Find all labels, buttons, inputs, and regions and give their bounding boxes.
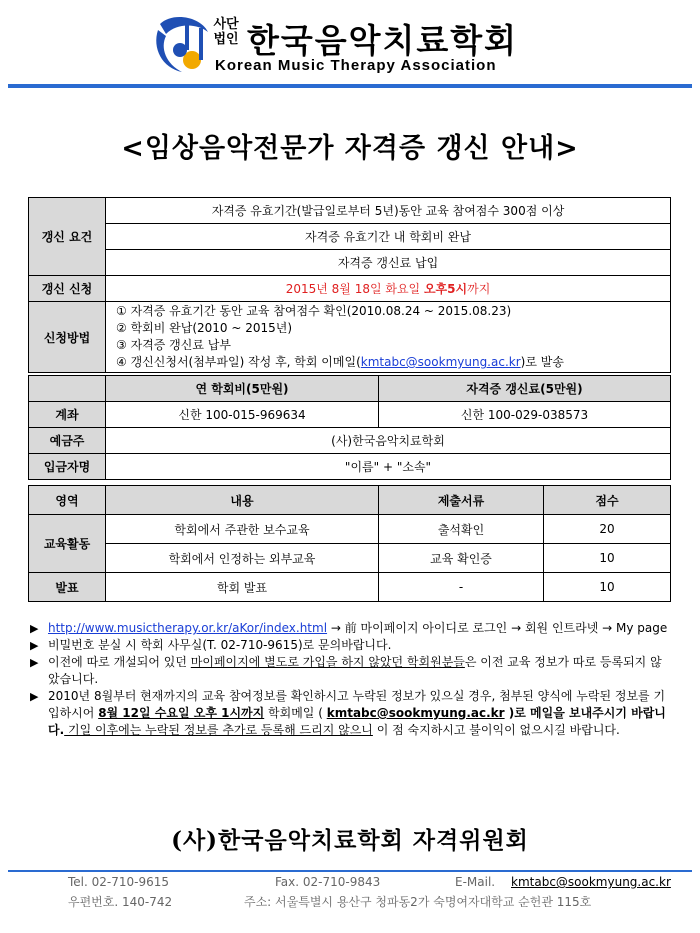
apply-date: 2015년 8월 18일 화요일 <box>285 282 424 296</box>
table-row <box>29 573 671 602</box>
row-content: 학회에서 인정하는 외부교육 <box>106 544 379 573</box>
note-1 <box>28 620 673 637</box>
payment-table <box>28 375 671 480</box>
req-label: 갱신 요건 <box>29 198 106 276</box>
bullet-icon: ▶ <box>30 656 39 669</box>
method-item-2: ② 학회비 완납(2010 ~ 2015년) <box>116 321 293 335</box>
holder-label: 예금주 <box>29 428 106 454</box>
pres-doc: - <box>379 573 544 602</box>
col-annual-fee: 연 학회비(5만원) <box>106 376 379 402</box>
method-4-email-link[interactable]: kmtabc@sookmyung.ac.kr <box>360 355 521 369</box>
account-renewal: 신한 100-029-038573 <box>379 402 671 428</box>
notes <box>28 620 673 739</box>
pres-content: 학회 발표 <box>106 573 379 602</box>
note-4-e: 기일 이후에는 누락된 정보를 추가로 등록해 드리지 않으니 <box>64 723 373 737</box>
note-2-text: 비밀번호 분실 시 학회 사무실(T. 02-710-9615)로 문의바랍니다. <box>48 638 392 652</box>
method-item-3: ③ 자격증 갱신료 납부 <box>116 338 231 352</box>
holder-value: (사)한국음악치료학회 <box>106 428 671 454</box>
depositor-value: "이름" + "소속" <box>106 454 671 480</box>
note-4-deadline: 8월 12일 수요일 오후 1시까지 <box>98 706 265 720</box>
row-score: 20 <box>544 515 671 544</box>
music-note-logo-icon <box>152 14 212 76</box>
footer-email-link[interactable]: kmtabc@sookmyung.ac.kr <box>511 875 671 889</box>
header-document: 제출서류 <box>379 486 544 515</box>
edu-label: 교육활동 <box>29 515 106 573</box>
account-annual: 신한 100-015-969634 <box>106 402 379 428</box>
note-4-a: 2010년 8월부터 현재까지의 교육 참여정보를 확인하시고 누락된 정보가 있으실 경우, 첨부된 양식에 누락된 정보를 기입하시어 <box>48 689 666 720</box>
note-3-a: 이전에 따로 개설되어 있던 <box>48 655 191 669</box>
signature: (사)한국음악치료학회 자격위원회 <box>171 827 529 854</box>
logo-small-text-1: 사단 <box>213 17 239 32</box>
method-4-pre: ④ 갱신신청서(첨부파일) 작성 후, 학회 이메일( <box>116 355 361 369</box>
footer-address: 주소: 서울특별시 용산구 청파동2가 숙명여자대학교 순헌관 115호 <box>244 895 592 909</box>
note-4-f: 이 점 숙지하시고 불이익이 없으시길 바랍니다. <box>372 723 620 737</box>
bullet-icon: ▶ <box>30 622 39 635</box>
row-content: 학회에서 주관한 보수교육 <box>106 515 379 544</box>
req-item-1: 자격증 유효기간(발급일로부터 5년)동안 교육 참여점수 300점 이상 <box>106 198 671 224</box>
method-4-post: )로 발송 <box>520 355 564 369</box>
method-label: 신청방법 <box>29 302 106 373</box>
note-3-b: 마이페이지에 별도로 가입을 하지 않았던 학회원분들 <box>190 655 465 669</box>
renewal-table <box>28 197 671 373</box>
header-area: 영역 <box>29 486 106 515</box>
note-2 <box>28 637 673 654</box>
row-score: 10 <box>544 544 671 573</box>
row-doc: 교육 확인증 <box>379 544 544 573</box>
logo-corp-label <box>213 17 239 47</box>
bullet-icon: ▶ <box>30 690 39 703</box>
footer-email-label: E-Mail. <box>455 875 496 889</box>
note-3 <box>28 654 673 688</box>
header-score: 점수 <box>544 486 671 515</box>
table-row <box>29 544 671 573</box>
note-4-d: )로 메일을 보내주시기 바랍니다. <box>48 706 666 737</box>
pres-label: 발표 <box>29 573 106 602</box>
bullet-icon: ▶ <box>30 639 39 652</box>
pres-score: 10 <box>544 573 671 602</box>
homepage-link[interactable]: http://www.musictherapy.or.kr/aKor/index.html <box>48 621 328 635</box>
req-item-3: 자격증 갱신료 납입 <box>106 250 671 276</box>
depositor-label: 입금자명 <box>29 454 106 480</box>
payment-corner <box>29 376 106 402</box>
header-divider <box>8 84 692 88</box>
header-content: 내용 <box>106 486 379 515</box>
footer-postal: 우편번호. 140-742 <box>68 895 173 909</box>
apply-suffix: 까지 <box>467 282 491 296</box>
score-table <box>28 485 671 602</box>
apply-deadline <box>106 276 671 302</box>
apply-label: 갱신 신청 <box>29 276 106 302</box>
footer-fax: Fax. 02-710-9843 <box>275 875 381 889</box>
org-name-kr: 한국음악치료학회 <box>247 21 519 60</box>
note-3-c: 은 이전 교육 정보가 따로 등록되지 않았습니다. <box>48 655 662 686</box>
note-4 <box>28 688 673 739</box>
footer-divider <box>8 870 692 872</box>
table-row <box>29 515 671 544</box>
footer-tel: Tel. 02-710-9615 <box>68 875 170 889</box>
account-label: 계좌 <box>29 402 106 428</box>
method-item-1: ① 자격증 유효기간 동안 교육 참여점수 확인(2010.08.24 ~ 2015.08.23) <box>116 304 512 318</box>
col-renewal-fee: 자격증 갱신료(5만원) <box>379 376 671 402</box>
method-item-4 <box>116 354 670 371</box>
req-item-2: 자격증 유효기간 내 학회비 완납 <box>106 224 671 250</box>
logo-small-text-2: 법인 <box>213 32 239 47</box>
note-4-c: 학회메일 ( <box>264 706 327 720</box>
header <box>0 0 700 95</box>
method-list <box>106 302 671 373</box>
org-name-en: Korean Music Therapy Association <box>215 57 497 74</box>
apply-time: 오후5시 <box>423 282 468 296</box>
note-1-text: → 前 마이페이지 아이디로 로그인 → 회원 인트라넷 → My page <box>327 621 668 635</box>
page-title: <임상음악전문가 자격증 갱신 안내> <box>121 133 579 164</box>
note-4-email-link[interactable]: kmtabc@sookmyung.ac.kr <box>326 706 505 720</box>
row-doc: 출석확인 <box>379 515 544 544</box>
